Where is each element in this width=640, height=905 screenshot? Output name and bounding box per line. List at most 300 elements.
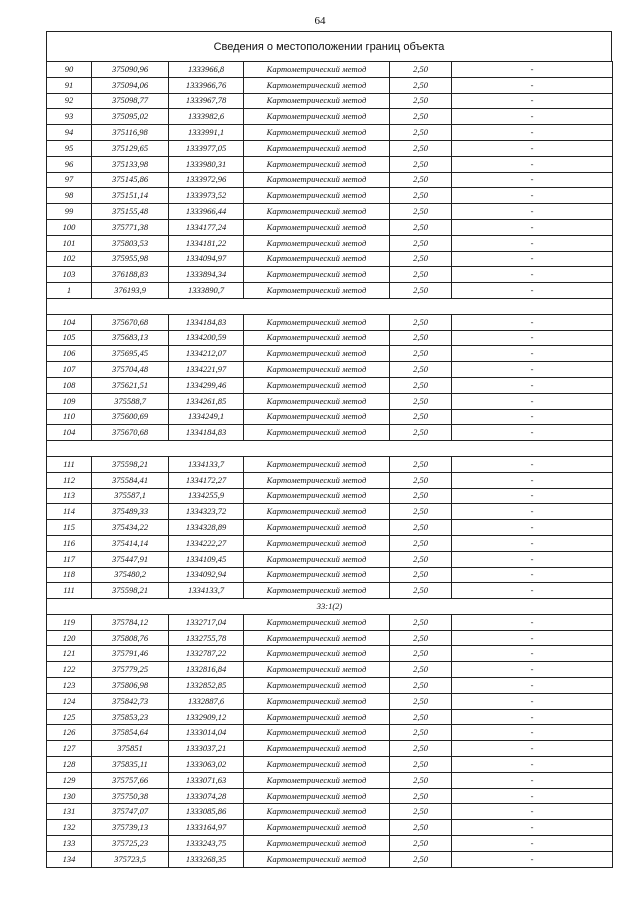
x-coordinate-cell: 375598,21 [92,583,169,599]
accuracy-cell: 2,50 [390,267,452,283]
method-cell: Картометрический метод [244,62,390,78]
point-number-cell: 114 [47,504,92,520]
method-cell: Картометрический метод [244,125,390,141]
x-coordinate-cell: 375683,13 [92,330,169,346]
description-cell: - [452,678,613,694]
accuracy-cell: 2,50 [390,583,452,599]
point-number-cell: 92 [47,93,92,109]
description-cell: - [452,804,613,820]
y-coordinate-cell: 1333966,8 [169,62,244,78]
method-cell: Картометрический метод [244,630,390,646]
point-number-cell: 99 [47,204,92,220]
accuracy-cell: 2,50 [390,472,452,488]
point-number-cell: 109 [47,393,92,409]
point-number-cell: 113 [47,488,92,504]
section-header-row [47,599,613,615]
point-number-cell: 133 [47,836,92,852]
table-row [47,804,613,820]
y-coordinate-cell: 1334092,94 [169,567,244,583]
y-coordinate-cell: 1334184,83 [169,425,244,441]
x-coordinate-cell: 375750,38 [92,788,169,804]
description-cell: - [452,551,613,567]
y-coordinate-cell: 1334133,7 [169,583,244,599]
accuracy-cell: 2,50 [390,219,452,235]
separator-row [47,298,613,314]
table-row [47,678,613,694]
x-coordinate-cell: 375704,48 [92,362,169,378]
x-coordinate-cell: 375739,13 [92,820,169,836]
x-coordinate-cell: 375621,51 [92,377,169,393]
accuracy-cell: 2,50 [390,488,452,504]
point-number-cell: 98 [47,188,92,204]
accuracy-cell: 2,50 [390,188,452,204]
point-number-cell: 97 [47,172,92,188]
method-cell: Картометрический метод [244,109,390,125]
x-coordinate-cell: 375670,68 [92,425,169,441]
description-cell: - [452,267,613,283]
y-coordinate-cell: 1332816,84 [169,662,244,678]
table-row [47,472,613,488]
y-coordinate-cell: 1333243,75 [169,836,244,852]
y-coordinate-cell: 1333894,34 [169,267,244,283]
description-cell: - [452,693,613,709]
x-coordinate-cell: 375145,86 [92,172,169,188]
accuracy-cell: 2,50 [390,330,452,346]
x-coordinate-cell: 375587,1 [92,488,169,504]
description-cell: - [452,425,613,441]
y-coordinate-cell: 1334299,46 [169,377,244,393]
x-coordinate-cell: 375584,41 [92,472,169,488]
y-coordinate-cell: 1334249,1 [169,409,244,425]
y-coordinate-cell: 1334177,24 [169,219,244,235]
y-coordinate-cell: 1333268,35 [169,851,244,867]
y-coordinate-cell: 1334181,22 [169,235,244,251]
x-coordinate-cell: 375133,98 [92,156,169,172]
point-number-cell: 104 [47,314,92,330]
table-row [47,235,613,251]
accuracy-cell: 2,50 [390,630,452,646]
x-coordinate-cell: 375854,64 [92,725,169,741]
method-cell: Картометрический метод [244,204,390,220]
accuracy-cell: 2,50 [390,362,452,378]
description-cell: - [452,172,613,188]
description-cell: - [452,377,613,393]
y-coordinate-cell: 1332787,22 [169,646,244,662]
accuracy-cell: 2,50 [390,520,452,536]
method-cell: Картометрический метод [244,267,390,283]
y-coordinate-cell: 1334109,45 [169,551,244,567]
description-cell: - [452,567,613,583]
description-cell: - [452,488,613,504]
method-cell: Картометрический метод [244,757,390,773]
point-number-cell: 126 [47,725,92,741]
point-number-cell: 132 [47,820,92,836]
method-cell: Картометрический метод [244,804,390,820]
method-cell: Картометрический метод [244,172,390,188]
x-coordinate-cell: 375803,53 [92,235,169,251]
x-coordinate-cell: 375098,77 [92,93,169,109]
x-coordinate-cell: 375489,33 [92,504,169,520]
method-cell: Картометрический метод [244,93,390,109]
y-coordinate-cell: 1333037,21 [169,741,244,757]
y-coordinate-cell: 1333972,96 [169,172,244,188]
method-cell: Картометрический метод [244,409,390,425]
description-cell: - [452,156,613,172]
accuracy-cell: 2,50 [390,425,452,441]
x-coordinate-cell: 375598,21 [92,456,169,472]
x-coordinate-cell: 375434,22 [92,520,169,536]
accuracy-cell: 2,50 [390,172,452,188]
y-coordinate-cell: 1334184,83 [169,314,244,330]
accuracy-cell: 2,50 [390,772,452,788]
table-row [47,125,613,141]
method-cell: Картометрический метод [244,693,390,709]
method-cell: Картометрический метод [244,219,390,235]
point-number-cell: 90 [47,62,92,78]
point-number-cell: 120 [47,630,92,646]
table-row [47,709,613,725]
method-cell: Картометрический метод [244,488,390,504]
y-coordinate-cell: 1332755,78 [169,630,244,646]
table-row [47,377,613,393]
y-coordinate-cell: 1334200,59 [169,330,244,346]
accuracy-cell: 2,50 [390,820,452,836]
accuracy-cell: 2,50 [390,567,452,583]
x-coordinate-cell: 375771,38 [92,219,169,235]
table-row [47,535,613,551]
description-cell: - [452,393,613,409]
x-coordinate-cell: 375151,14 [92,188,169,204]
y-coordinate-cell: 1334212,07 [169,346,244,362]
description-cell: - [452,362,613,378]
y-coordinate-cell: 1334261,85 [169,393,244,409]
description-cell: - [452,504,613,520]
description-cell: - [452,820,613,836]
method-cell: Картометрический метод [244,377,390,393]
table-row [47,788,613,804]
table-row [47,188,613,204]
x-coordinate-cell: 375835,11 [92,757,169,773]
y-coordinate-cell: 1333980,31 [169,156,244,172]
point-number-cell: 117 [47,551,92,567]
x-coordinate-cell: 375791,46 [92,646,169,662]
description-cell: - [452,709,613,725]
description-cell: - [452,62,613,78]
table-row [47,425,613,441]
x-coordinate-cell: 375806,98 [92,678,169,694]
x-coordinate-cell: 375670,68 [92,314,169,330]
method-cell: Картометрический метод [244,393,390,409]
method-cell: Картометрический метод [244,583,390,599]
accuracy-cell: 2,50 [390,283,452,299]
method-cell: Картометрический метод [244,456,390,472]
y-coordinate-cell: 1334133,7 [169,456,244,472]
x-coordinate-cell: 375747,07 [92,804,169,820]
description-cell: - [452,520,613,536]
description-cell: - [452,188,613,204]
table-row [47,488,613,504]
table-row [47,646,613,662]
separator-row [47,441,613,457]
method-cell: Картометрический метод [244,551,390,567]
table-row [47,662,613,678]
y-coordinate-cell: 1333063,02 [169,757,244,773]
y-coordinate-cell: 1333085,86 [169,804,244,820]
x-coordinate-cell: 375784,12 [92,614,169,630]
method-cell: Картометрический метод [244,235,390,251]
description-cell: - [452,646,613,662]
point-number-cell: 94 [47,125,92,141]
point-number-cell: 93 [47,109,92,125]
point-number-cell: 129 [47,772,92,788]
description-cell: - [452,140,613,156]
y-coordinate-cell: 1333071,63 [169,772,244,788]
point-number-cell: 111 [47,456,92,472]
description-cell: - [452,851,613,867]
description-cell: - [452,456,613,472]
point-number-cell: 101 [47,235,92,251]
page-number: 64 [314,15,326,27]
table-row [47,140,613,156]
point-number-cell: 130 [47,788,92,804]
section-label: 33:1(2) [47,599,613,615]
accuracy-cell: 2,50 [390,757,452,773]
point-number-cell: 95 [47,140,92,156]
x-coordinate-cell: 375116,98 [92,125,169,141]
accuracy-cell: 2,50 [390,346,452,362]
point-number-cell: 96 [47,156,92,172]
x-coordinate-cell: 375480,2 [92,567,169,583]
table-row [47,520,613,536]
point-number-cell: 112 [47,472,92,488]
method-cell: Картометрический метод [244,741,390,757]
y-coordinate-cell: 1332887,6 [169,693,244,709]
y-coordinate-cell: 1334172,27 [169,472,244,488]
accuracy-cell: 2,50 [390,693,452,709]
point-number-cell: 107 [47,362,92,378]
x-coordinate-cell: 375090,96 [92,62,169,78]
x-coordinate-cell: 375414,14 [92,535,169,551]
point-number-cell: 121 [47,646,92,662]
point-number-cell: 118 [47,567,92,583]
description-cell: - [452,535,613,551]
y-coordinate-cell: 1333890,7 [169,283,244,299]
accuracy-cell: 2,50 [390,456,452,472]
method-cell: Картометрический метод [244,788,390,804]
table-row [47,836,613,852]
accuracy-cell: 2,50 [390,804,452,820]
description-cell: - [452,630,613,646]
accuracy-cell: 2,50 [390,678,452,694]
point-number-cell: 123 [47,678,92,694]
method-cell: Картометрический метод [244,520,390,536]
accuracy-cell: 2,50 [390,788,452,804]
x-coordinate-cell: 375851 [92,741,169,757]
accuracy-cell: 2,50 [390,504,452,520]
y-coordinate-cell: 1334255,9 [169,488,244,504]
y-coordinate-cell: 1332852,85 [169,678,244,694]
point-number-cell: 125 [47,709,92,725]
accuracy-cell: 2,50 [390,409,452,425]
method-cell: Картометрический метод [244,314,390,330]
table-row [47,772,613,788]
accuracy-cell: 2,50 [390,709,452,725]
method-cell: Картометрический метод [244,425,390,441]
table-row [47,614,613,630]
table-row [47,346,613,362]
description-cell: - [452,772,613,788]
x-coordinate-cell: 375588,7 [92,393,169,409]
point-number-cell: 127 [47,741,92,757]
accuracy-cell: 2,50 [390,93,452,109]
point-number-cell: 108 [47,377,92,393]
accuracy-cell: 2,50 [390,156,452,172]
method-cell: Картометрический метод [244,188,390,204]
table-row [47,172,613,188]
point-number-cell: 124 [47,693,92,709]
description-cell: - [452,409,613,425]
point-number-cell: 106 [47,346,92,362]
description-cell: - [452,283,613,299]
accuracy-cell: 2,50 [390,140,452,156]
table-row [47,267,613,283]
accuracy-cell: 2,50 [390,662,452,678]
table-row [47,851,613,867]
table-row [47,504,613,520]
x-coordinate-cell: 375779,25 [92,662,169,678]
y-coordinate-cell: 1333982,6 [169,109,244,125]
method-cell: Картометрический метод [244,346,390,362]
separator-cell [47,298,613,314]
table-row [47,583,613,599]
table-row [47,156,613,172]
accuracy-cell: 2,50 [390,125,452,141]
point-number-cell: 115 [47,520,92,536]
method-cell: Картометрический метод [244,662,390,678]
description-cell: - [452,219,613,235]
description-cell: - [452,662,613,678]
accuracy-cell: 2,50 [390,393,452,409]
method-cell: Картометрический метод [244,567,390,583]
method-cell: Картометрический метод [244,535,390,551]
method-cell: Картометрический метод [244,251,390,267]
table-row [47,93,613,109]
method-cell: Картометрический метод [244,614,390,630]
accuracy-cell: 2,50 [390,377,452,393]
x-coordinate-cell: 376193,9 [92,283,169,299]
y-coordinate-cell: 1333966,76 [169,77,244,93]
point-number-cell: 134 [47,851,92,867]
y-coordinate-cell: 1333014,04 [169,725,244,741]
y-coordinate-cell: 1332909,12 [169,709,244,725]
description-cell: - [452,204,613,220]
description-cell: - [452,583,613,599]
x-coordinate-cell: 375955,98 [92,251,169,267]
point-number-cell: 110 [47,409,92,425]
x-coordinate-cell: 375695,45 [92,346,169,362]
description-cell: - [452,77,613,93]
point-number-cell: 1 [47,283,92,299]
x-coordinate-cell: 375723,5 [92,851,169,867]
table-row [47,741,613,757]
table-row [47,283,613,299]
method-cell: Картометрический метод [244,472,390,488]
accuracy-cell: 2,50 [390,251,452,267]
x-coordinate-cell: 375808,76 [92,630,169,646]
table-row [47,314,613,330]
table-row [47,725,613,741]
x-coordinate-cell: 375094,06 [92,77,169,93]
description-cell: - [452,251,613,267]
description-cell: - [452,235,613,251]
x-coordinate-cell: 375757,66 [92,772,169,788]
y-coordinate-cell: 1332717,04 [169,614,244,630]
method-cell: Картометрический метод [244,646,390,662]
y-coordinate-cell: 1333973,52 [169,188,244,204]
y-coordinate-cell: 1334221,97 [169,362,244,378]
table-row [47,77,613,93]
description-cell: - [452,614,613,630]
x-coordinate-cell: 375095,02 [92,109,169,125]
method-cell: Картометрический метод [244,678,390,694]
description-cell: - [452,788,613,804]
y-coordinate-cell: 1334323,72 [169,504,244,520]
method-cell: Картометрический метод [244,362,390,378]
description-cell: - [452,757,613,773]
point-number-cell: 104 [47,425,92,441]
x-coordinate-cell: 375600,69 [92,409,169,425]
description-cell: - [452,725,613,741]
point-number-cell: 116 [47,535,92,551]
accuracy-cell: 2,50 [390,646,452,662]
table-row [47,393,613,409]
method-cell: Картометрический метод [244,283,390,299]
boundary-table-sheet [46,31,612,868]
method-cell: Картометрический метод [244,851,390,867]
table-row [47,219,613,235]
accuracy-cell: 2,50 [390,62,452,78]
table-title: Сведения о местоположении границ объекта [46,31,612,61]
point-number-cell: 122 [47,662,92,678]
x-coordinate-cell: 375129,65 [92,140,169,156]
method-cell: Картометрический метод [244,504,390,520]
table-row [47,630,613,646]
table-row [47,62,613,78]
y-coordinate-cell: 1334094,97 [169,251,244,267]
accuracy-cell: 2,50 [390,235,452,251]
accuracy-cell: 2,50 [390,77,452,93]
description-cell: - [452,109,613,125]
x-coordinate-cell: 375725,23 [92,836,169,852]
description-cell: - [452,346,613,362]
x-coordinate-cell: 375842,73 [92,693,169,709]
point-number-cell: 111 [47,583,92,599]
table-row [47,551,613,567]
table-row [47,757,613,773]
table-row [47,456,613,472]
point-number-cell: 131 [47,804,92,820]
y-coordinate-cell: 1333977,05 [169,140,244,156]
accuracy-cell: 2,50 [390,535,452,551]
method-cell: Картометрический метод [244,772,390,788]
x-coordinate-cell: 375155,48 [92,204,169,220]
y-coordinate-cell: 1333966,44 [169,204,244,220]
point-number-cell: 105 [47,330,92,346]
description-cell: - [452,314,613,330]
table-row [47,567,613,583]
method-cell: Картометрический метод [244,836,390,852]
accuracy-cell: 2,50 [390,551,452,567]
